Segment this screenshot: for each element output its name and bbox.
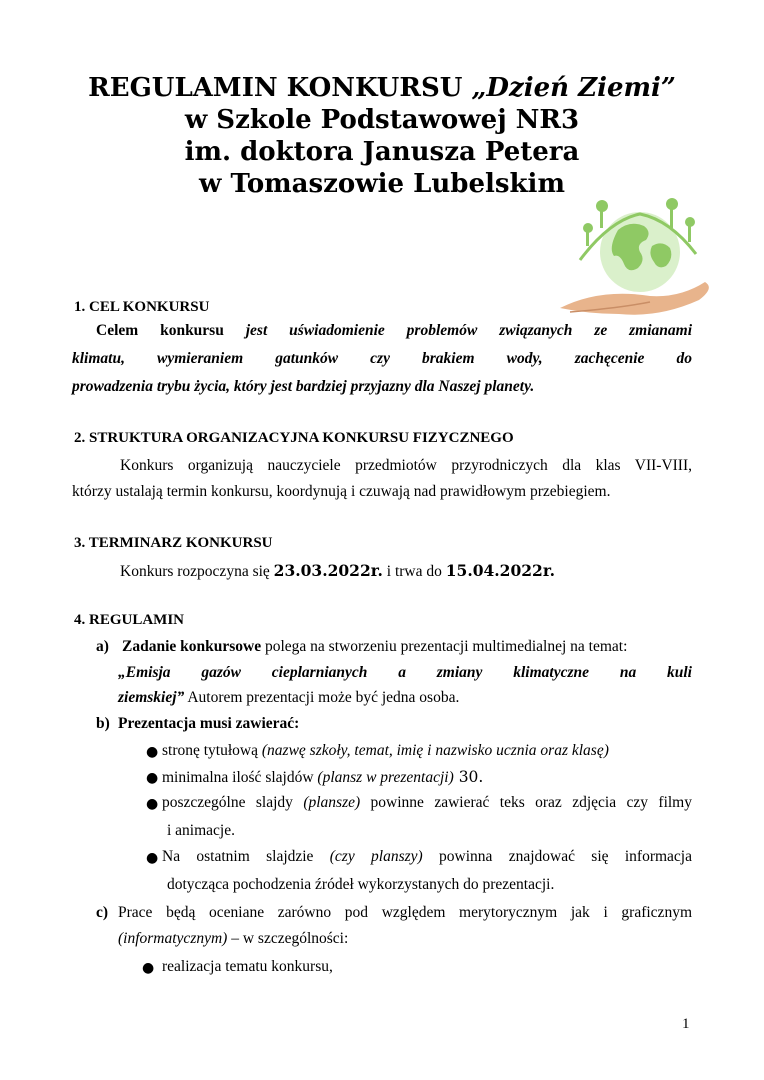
item-b-text: Prezentacja musi zawierać: (118, 715, 300, 732)
bullet-item-2: minimalna ilość slajdów (plansz w prezentacji) 30. (162, 768, 484, 786)
title-line-4: w Tomaszowie Lubelskim (199, 169, 565, 199)
section-1-line-3: prowadzenia trybu życia, który jest bardziej przyjazny dla Naszej planety. (72, 378, 535, 395)
section-3-heading: 3. TERMINARZ KONKURSU (74, 535, 273, 551)
item-a-topic-line-1: „Emisja gazów cieplarnianych a zmiany klimatyczne na kuli (118, 664, 692, 681)
item-a-topic-line-2: ziemskiej” Autorem prezentacji może być jedna osoba. (118, 689, 460, 706)
bullet-dot: ● (142, 960, 155, 976)
section-1-heading: 1. CEL KONKURSU (74, 299, 210, 315)
end-date: 15.04.2022r. (445, 561, 555, 580)
item-b-marker: b) (96, 715, 110, 732)
title-line-2: w Szkole Podstawowej NR3 (184, 105, 580, 135)
bullet-item-4-line-2: dotycząca pochodzenia źródeł wykorzystanych do prezentacji. (167, 876, 555, 893)
start-date: 23.03.2022r. (273, 561, 383, 580)
page-number: 1 (682, 1016, 690, 1032)
section-4-heading: 4. REGULAMIN (74, 612, 185, 628)
earth-in-hand-icon (540, 190, 720, 320)
bullet-item-4-line-1: Na ostatnim slajdzie (czy planszy) powinna znajdować się informacja (162, 848, 692, 865)
bullet-dot: ● (146, 744, 159, 760)
section-1-line-1: Celem konkursu jest uświadomienie problemów związanych ze zmianami (96, 322, 693, 339)
bullet-item-3-line-2: i animacje. (167, 822, 235, 839)
page-title (40, 72, 724, 200)
title-line-3: im. doktora Janusza Petera (184, 137, 580, 167)
title-line-1: REGULAMIN KONKURSU „Dzień Ziemi” (88, 73, 676, 103)
bullet-item-1: stronę tytułową (nazwę szkoły, temat, imię i nazwisko ucznia oraz klasę) (162, 742, 609, 759)
bullet-dot: ● (146, 796, 159, 812)
section-1-line-2: klimatu, wymieraniem gatunków czy brakiem wody, zachęcenie do (72, 350, 692, 367)
section-3-line: Konkurs rozpoczyna się 23.03.2022r. i trwa do 15.04.2022r. (120, 561, 555, 580)
c-bullet-item-1: realizacja tematu konkursu, (162, 958, 333, 975)
bullet-item-3-line-1: poszczególne slajdy (plansze) powinne zawierać teks oraz zdjęcia czy filmy (162, 794, 692, 811)
section-2-heading: 2. STRUKTURA ORGANIZACYJNA KONKURSU FIZYCZNEGO (74, 430, 514, 446)
item-a-marker: a) (96, 638, 109, 655)
bullet-dot: ● (146, 770, 159, 786)
section-2-line-1: Konkurs organizują nauczyciele przedmiotów przyrodniczych dla klas VII-VIII, (120, 457, 692, 474)
item-c-marker: c) (96, 904, 109, 921)
bullet-dot: ● (146, 850, 159, 866)
section-2-line-2: którzy ustalają termin konkursu, koordynują i czuwają nad prawidłowym przebiegiem. (72, 483, 611, 500)
contest-name: „Dzień Ziemi” (471, 73, 676, 103)
item-a-line-1: Zadanie konkursowe polega na stworzeniu prezentacji multimedialnej na temat: (122, 638, 628, 655)
item-c-line-1: Prace będą oceniane zarówno pod względem merytorycznym jak i graficznym (118, 904, 692, 921)
item-c-line-2: (informatycznym) – w szczególności: (118, 930, 349, 947)
